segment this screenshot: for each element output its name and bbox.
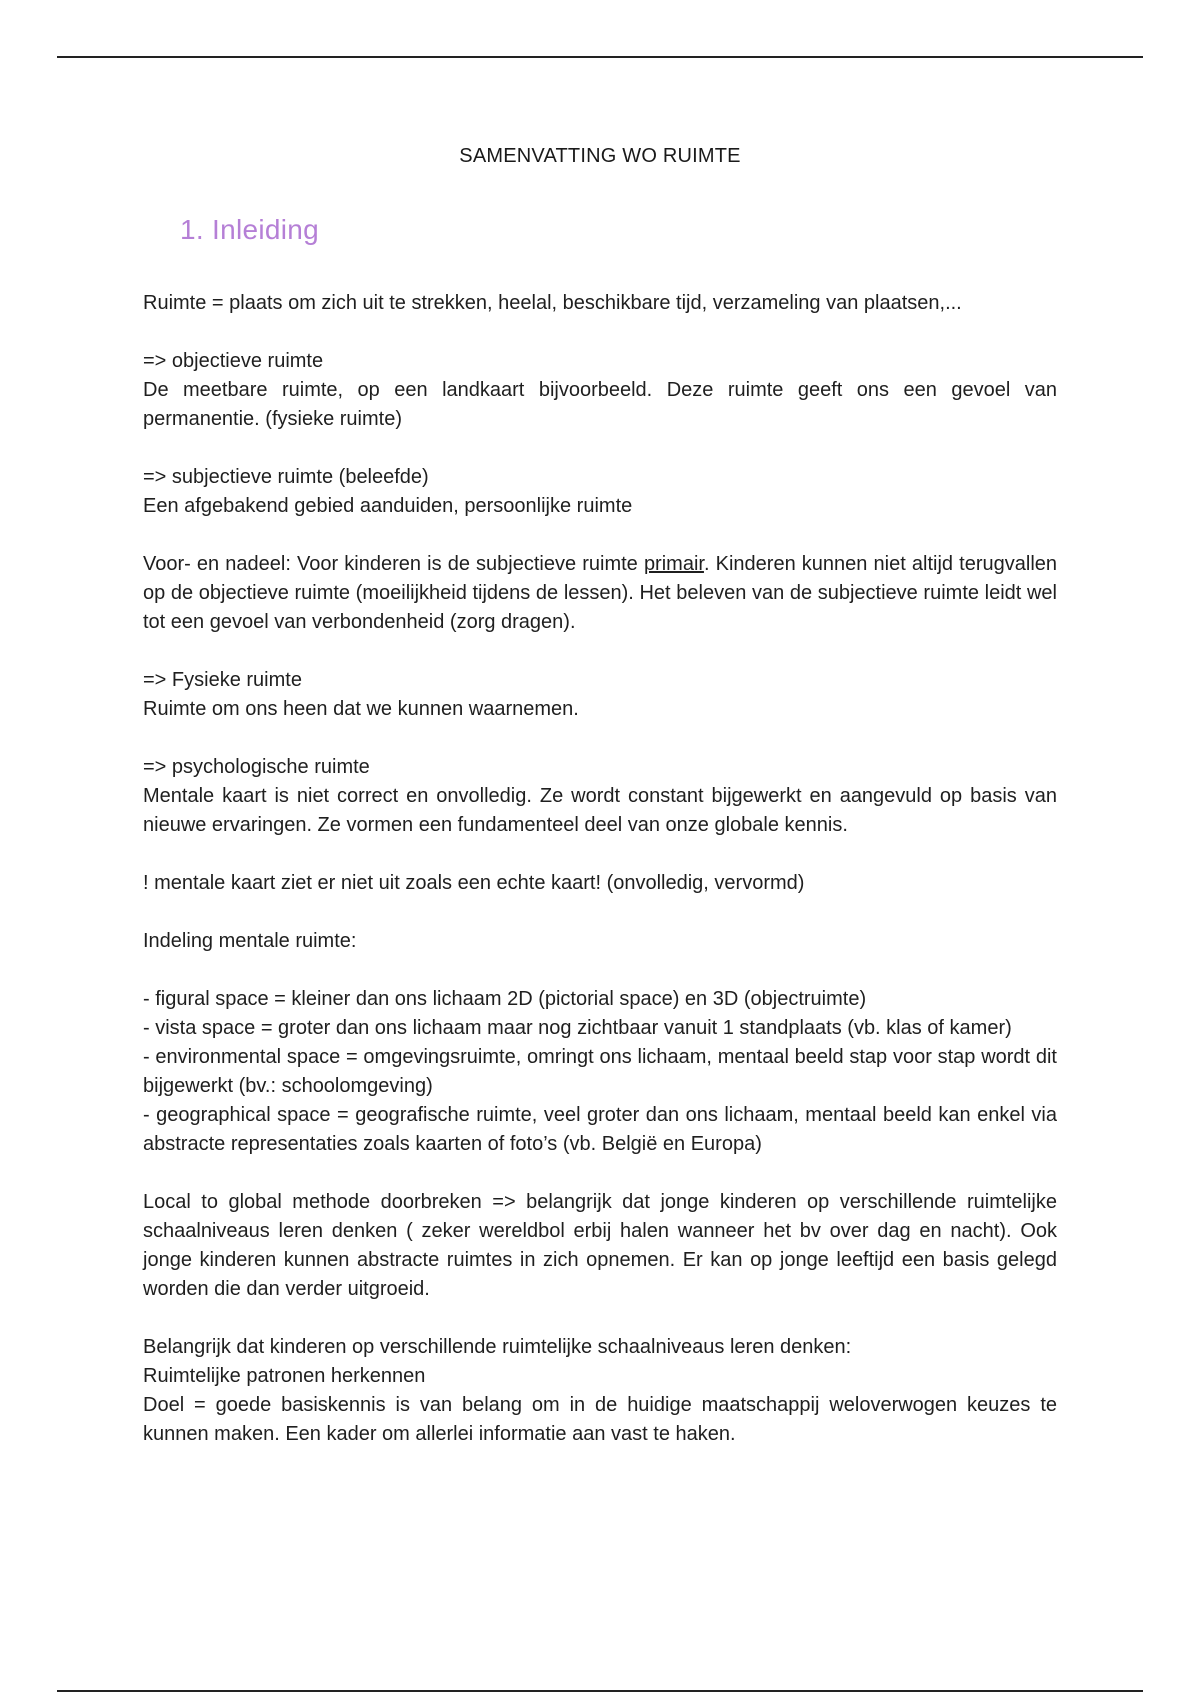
definition-paragraph: Ruimte = plaats om zich uit te strekken, heelal, beschikbare tijd, verzameling van plaatsen,... xyxy=(143,292,962,314)
pros-cons-paragraph xyxy=(143,550,1057,637)
pros-cons-part-a: Voor- en nadeel: Voor kinderen is de subjectieve ruimte xyxy=(143,553,644,575)
top-rule xyxy=(57,56,1143,58)
division-label: Indeling mentale ruimte: xyxy=(143,930,357,952)
goal-paragraph: Doel = goede basiskennis is van belang om in de huidige maatschappij weloverwogen keuzes te kunnen maken. Een kader om allerlei informatie aan vast te haken. xyxy=(143,1394,1057,1445)
patterns-line: Ruimtelijke patronen herkennen xyxy=(143,1365,426,1387)
list-item: - figural space = kleiner dan ons lichaam 2D (pictorial space) en 3D (objectruimte) xyxy=(143,988,867,1010)
physical-text: Ruimte om ons heen dat we kunnen waarnemen. xyxy=(143,698,579,720)
subjective-text: Een afgebakend gebied aanduiden, persoonlijke ruimte xyxy=(143,495,633,517)
psych-text: Mentale kaart is niet correct en onvolledig. Ze wordt constant bijgewerkt en aangevuld op basis van nieuwe ervaringen. Ze vormen een fundamenteel deel van onze globale kennis. xyxy=(143,785,1057,836)
bottom-rule xyxy=(57,1690,1143,1692)
objective-label: => objectieve ruimte xyxy=(143,350,324,372)
psych-label: => psychologische ruimte xyxy=(143,756,370,778)
mental-map-note: ! mentale kaart ziet er niet uit zoals een echte kaart! (onvolledig, vervormd) xyxy=(143,872,805,894)
section-heading: 1. Inleiding xyxy=(180,214,320,245)
pros-cons-part-b: . Kinderen kunnen niet altijd terugvallen op de objectieve ruimte (moeilijkheid tijdens de lessen). Het beleven van de subjectieve ruimte leidt wel tot een gevoel van verbondenheid (zorg dragen). xyxy=(143,553,1058,633)
objective-text: De meetbare ruimte, op een landkaart bijvoorbeeld. Deze ruimte geeft ons een gevoel van permanentie. (fysieke ruimte) xyxy=(143,379,1057,430)
subjective-label: => subjectieve ruimte (beleefde) xyxy=(143,466,429,488)
document-title: SAMENVATTING WO RUIMTE xyxy=(459,145,741,167)
list-item: - environmental space = omgevingsruimte, omringt ons lichaam, mentaal beeld stap voor stap wordt dit bijgewerkt (bv.: schoolomgeving) xyxy=(143,1046,1057,1097)
important-line: Belangrijk dat kinderen op verschillende ruimtelijke schaalniveaus leren denken: xyxy=(143,1336,852,1358)
underlined-word: primair xyxy=(643,553,704,575)
local-global-paragraph: Local to global methode doorbreken => belangrijk dat jonge kinderen op verschillende ruimtelijke schaalniveaus leren denken ( zeker wereldbol erbij halen wanneer het bv over dag en nacht). Ook jonge kinderen kunnen abstracte ruimtes in zich opnemen. Er kan op jonge leeftijd een basis gelegd worden die dan verder uitgroeid. xyxy=(143,1191,1057,1300)
list-item: - vista space = groter dan ons lichaam maar nog zichtbaar vanuit 1 standplaats (vb. klas of kamer) xyxy=(143,1017,1012,1039)
list-item: - geographical space = geografische ruimte, veel groter dan ons lichaam, mentaal beeld kan enkel via abstracte representaties zoals kaarten of foto’s (vb. België en Europa) xyxy=(143,1104,1057,1155)
document-body xyxy=(143,289,1057,1449)
physical-label: => Fysieke ruimte xyxy=(143,669,302,691)
